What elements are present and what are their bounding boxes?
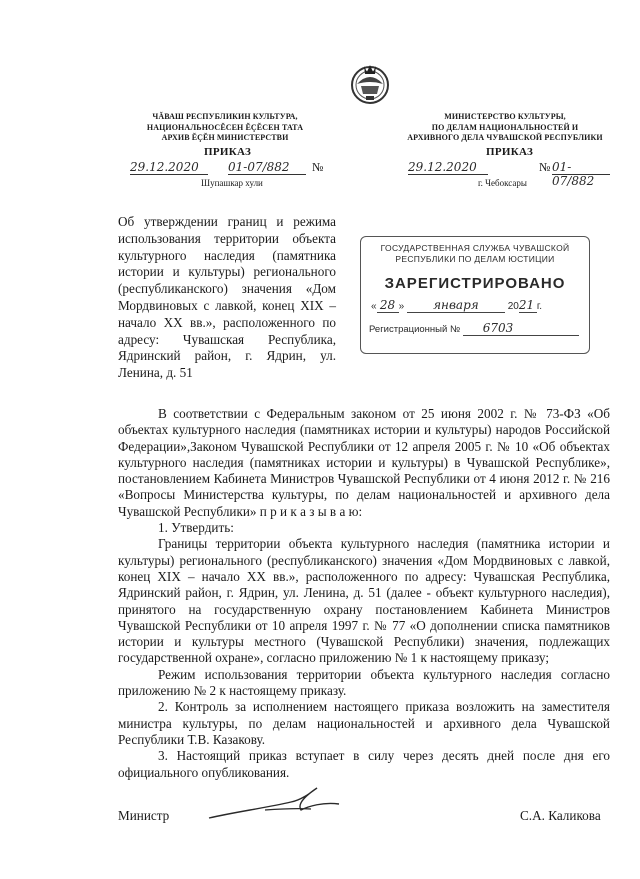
header-right-line3: АРХИВНОГО ДЕЛА ЧУВАШСКОЙ РЕСПУБЛИКИ xyxy=(407,133,603,142)
header-right-line1: МИНИСТЕРСТВО КУЛЬТУРЫ, xyxy=(444,112,566,121)
prikaz-right-title: ПРИКАЗ xyxy=(486,146,534,158)
right-number: 01-07/882 xyxy=(552,160,610,175)
document-body xyxy=(118,406,610,781)
handwritten-signature xyxy=(205,782,345,828)
coat-of-arms-emblem xyxy=(347,60,393,106)
body-paragraph-2: 1. Утвердить: xyxy=(158,520,234,536)
stamp-year-prefix: 20 xyxy=(507,301,519,312)
right-no-sign: № xyxy=(539,160,551,174)
header-left-line2: НАЦИОНАЛЬНОСĔСЕН ĔÇĔСЕН ТАТА xyxy=(146,122,304,132)
stamp-reg-label: Регистрационный № xyxy=(369,324,461,335)
header-left-line1: ЧĂВАШ РЕСПУБЛИКИН КУЛЬТУРА, xyxy=(152,112,298,121)
stamp-year: 21 xyxy=(519,298,537,313)
header-left xyxy=(118,112,332,144)
left-no-sign: № xyxy=(312,160,324,174)
prikaz-left-title: ПРИКАЗ xyxy=(204,146,252,158)
signature-position: Министр xyxy=(118,808,170,823)
right-date: 29.12.2020 xyxy=(408,160,488,175)
left-city: Шупашкар хули xyxy=(201,178,263,188)
stamp-date-row: « 28 » января 2021 г. xyxy=(371,298,543,312)
header-right xyxy=(398,112,612,144)
body-paragraph-3: Границы территории объекта культурного наследия (памятника истории и культуры) регионального (республиканского) значения «Дом Мордвиновых с лавкой, конец XIX – начало XX вв.», расположенного по адресу: Чувашская Республика, Ядринский район, г. Ядрин, ул. Ленина, д. 51 (далее - объект культурного наследия), принятого на государственную охрану постановлением Кабинета Министров Чувашской Республики от 10 апреля 1997 г. № 77 «О дополнении списка памятников истории и культуры местного (Чувашской Республики) значения, подлежащих государственной охране», согласно приложению № 1 к настоящему приказу; xyxy=(118,536,610,666)
left-number: 01-07/882 xyxy=(228,160,306,175)
body-paragraph-4: Режим использования территории объекта культурного наследия согласно приложению № 2 к настоящему приказу. xyxy=(118,666,610,699)
stamp-main: ЗАРЕГИСТРИРОВАНО xyxy=(384,275,566,292)
signature-name: С.А. Каликова xyxy=(520,808,601,823)
header-right-line2: ПО ДЕЛАМ НАЦИОНАЛЬНОСТЕЙ И xyxy=(431,122,579,132)
right-city: г. Чебоксары xyxy=(478,178,527,188)
registration-stamp xyxy=(360,236,590,354)
document-title: Об утверждении границ и режима использования территории объекта культурного наследия (памятника истории и культуры) регионального (республиканского) значения «Дом Мордвиновых с лавкой, конец XIX – начало XX вв.», расположенного по адресу: Чувашская Республика, Ядринский район, г. Ядрин, ул. Ленина, д. 51 xyxy=(118,214,336,381)
stamp-line2: РЕСПУБЛИКИ ПО ДЕЛАМ ЮСТИЦИИ xyxy=(395,254,555,264)
body-paragraph-6: 3. Настоящий приказ вступает в силу через десять дней после дня его официального опубликования. xyxy=(118,748,610,780)
stamp-reg-row xyxy=(361,321,589,336)
stamp-day: 28 xyxy=(377,298,399,313)
header-left-line3: АРХИВ ĔÇĔН МИНИСТЕРСТВИ xyxy=(161,133,289,142)
stamp-month: января xyxy=(407,298,505,313)
stamp-line1: ГОСУДАРСТВЕННАЯ СЛУЖБА ЧУВАШСКОЙ xyxy=(380,243,570,253)
body-paragraph-1: В соответствии с Федеральным законом от 25 июня 2002 г. № 73-ФЗ «Об объектах культурного наследия (памятниках истории и культуры) народов Российской Федерации»,Законом Чувашской Республики от 12 апреля 2005 г. № 10 «Об объектах культурного наследия (памятниках истории и культуры) в Чувашской Республике», постановлением Кабинета Министров Чувашской Республики от 4 июня 2012 г. № 216 «Вопросы Министерства культуры, по делам национальностей и архивного дела Чувашской Республики» п р и к а з ы в а ю: xyxy=(118,406,610,519)
left-date: 29.12.2020 xyxy=(130,160,208,175)
body-paragraph-5: 2. Контроль за исполнением настоящего приказа возложить на заместителя министра культуры, по делам национальностей и архивного дела Чувашской Республики Т.В. Казакову. xyxy=(118,699,610,747)
stamp-reg-number: 6703 xyxy=(463,321,579,336)
